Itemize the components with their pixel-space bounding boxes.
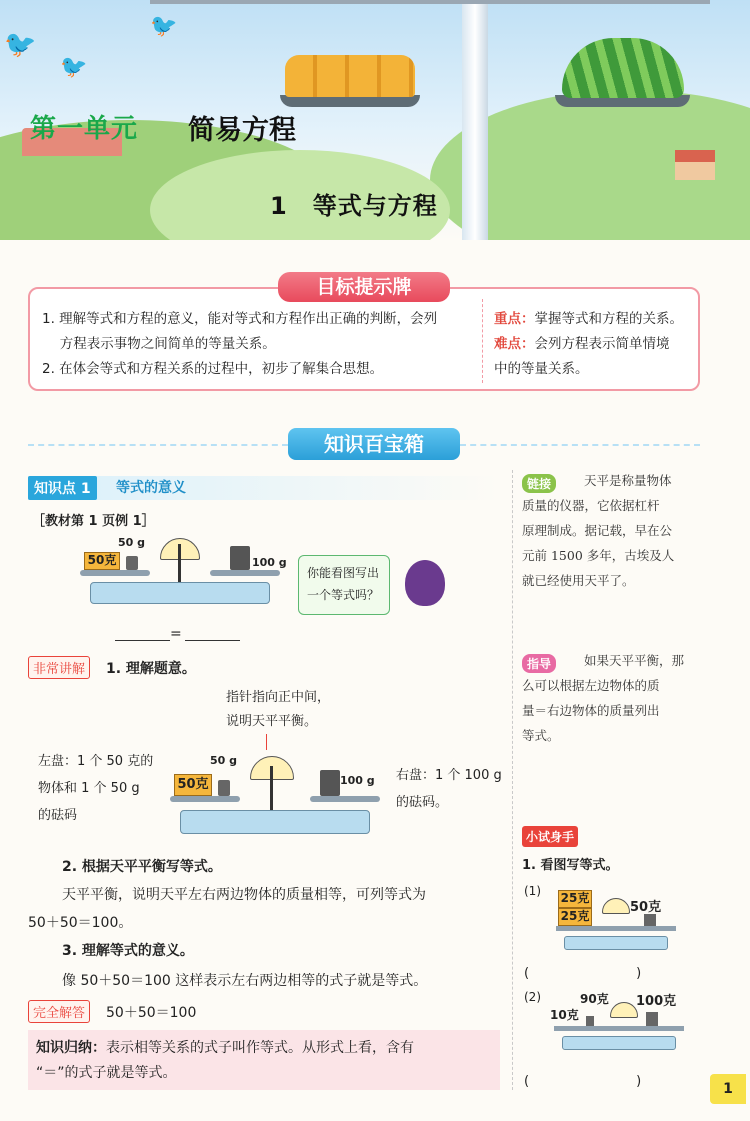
blank-line <box>115 640 170 641</box>
left-note-line: 的砝码 <box>38 808 78 823</box>
pointer-note <box>226 686 330 734</box>
divider <box>28 444 288 446</box>
question-1: 1. 看图写等式。 <box>522 858 619 873</box>
weight-label: 50 g <box>118 536 146 549</box>
knowledge-banner: 知识百宝箱 <box>288 428 460 460</box>
weight-icon <box>126 556 138 570</box>
hard-label: 难点： <box>494 336 535 352</box>
left-note <box>38 748 153 829</box>
scale-dial <box>602 898 630 914</box>
weight-icon <box>586 1016 594 1026</box>
scale-dial <box>610 1002 638 1018</box>
scale-base <box>90 582 270 604</box>
blank-line <box>185 640 240 641</box>
left-pan <box>80 570 150 576</box>
answer-blank[interactable]: ( ) <box>524 966 644 981</box>
divider <box>482 299 483 383</box>
scale-base <box>180 810 370 834</box>
summary-text: 表示相等关系的式子叫作等式。从形式上看，含有 <box>106 1040 414 1056</box>
scale-pointer <box>270 766 273 810</box>
bird-icon: 🐦 <box>150 14 178 39</box>
house-decoration <box>675 150 715 180</box>
weight-box: 25克 <box>558 908 592 926</box>
weight-icon <box>320 770 340 796</box>
pan-beam <box>554 1026 684 1031</box>
kp-title: 等式的意义 <box>116 480 186 496</box>
goal-line: 方程表示事物之间简单的等量关系。 <box>42 336 276 352</box>
eggplant-character-icon <box>405 560 445 606</box>
guide-text-line: 么可以根据左边物体的质 <box>522 678 660 693</box>
step-2-text: 天平平衡，说明天平左右两边物体的质量相等，可列等式为 <box>62 887 426 903</box>
answer: 50＋50＝100 <box>106 1005 197 1021</box>
goals <box>42 307 482 382</box>
guide-tag: 指导 <box>522 654 556 673</box>
step-2: 2. 根据天平平衡写等式。 <box>62 859 222 875</box>
bird-icon: 🐦 <box>4 30 37 60</box>
target-box <box>28 287 700 391</box>
weight-label: 50 g <box>210 754 238 767</box>
weight-label: 100 g <box>252 556 287 569</box>
step-3-text: 像 50＋50＝100 这样表示左右两边相等的式子就是等式。 <box>62 973 428 989</box>
balance-figure-2 <box>170 752 390 847</box>
summary-label: 知识归纳： <box>36 1040 106 1056</box>
right-pan <box>210 570 280 576</box>
weight-label: 90克 <box>580 992 609 1006</box>
pineapple-icon <box>285 55 415 97</box>
goal-line: 1. 理解等式和方程的意义，能对等式和方程作出正确的判断，会列 <box>42 311 438 327</box>
step-2-text: 50＋50＝100。 <box>28 915 133 931</box>
answer-blank[interactable]: ( ) <box>524 1074 644 1089</box>
weight-icon <box>230 546 250 570</box>
weight-label: 50克 <box>630 900 662 915</box>
key-label: 重点： <box>494 311 535 327</box>
summary-box <box>28 1030 500 1090</box>
speech-bubble: 你能看图写出一个等式吗？ <box>298 555 390 615</box>
step-3: 3. 理解等式的意义。 <box>62 943 194 959</box>
watermelon-icon <box>562 38 684 98</box>
link-text-line: 元前 1500 多年，古埃及人 <box>522 548 675 563</box>
weight-label: 10克 <box>550 1008 579 1022</box>
problem-number: (1) <box>524 884 541 898</box>
problem-number: (2) <box>524 990 541 1004</box>
guide-text-line: 量＝右边物体的质量列出 <box>522 703 660 718</box>
summary-text: “＝”的式子就是等式。 <box>36 1065 177 1081</box>
kp-header <box>28 476 498 500</box>
scale-base <box>564 936 668 950</box>
answer-tag: 完全解答 <box>28 1000 90 1023</box>
divider <box>460 444 700 446</box>
weight-box: 50克 <box>84 552 120 570</box>
hard-text: 会列方程表示简单情境 <box>534 336 670 352</box>
guide-text <box>522 648 702 748</box>
left-pan <box>170 796 240 802</box>
weight-icon <box>646 1012 658 1026</box>
target-banner: 目标提示牌 <box>278 272 450 302</box>
link-tag: 链接 <box>522 474 556 493</box>
key-text: 掌握等式和方程的关系。 <box>534 311 683 327</box>
link-text-line: 天平是称量物体 <box>584 473 672 488</box>
practice-balance-2 <box>550 990 700 1060</box>
weight-icon <box>644 914 656 926</box>
right-note <box>396 762 502 816</box>
right-pan <box>310 796 380 802</box>
link-text-line: 质量的仪器，它依据杠杆 <box>522 498 660 513</box>
lesson-title: 1 等式与方程 <box>270 192 438 220</box>
page-number: 1 <box>710 1074 746 1104</box>
equals-sign: = <box>170 626 182 642</box>
textbook-ref: ［教材第 1 页例 1］ <box>32 514 155 529</box>
right-note-line: 的砝码。 <box>396 795 449 810</box>
right-note-line: 右盘：1 个 100 g <box>396 768 502 783</box>
unit-number: 第一单元 <box>30 114 139 144</box>
balance-figure <box>80 530 290 630</box>
arrow <box>266 734 267 750</box>
unit-title: 简易方程 <box>188 115 296 146</box>
left-note-line: 左盘：1 个 50 克的 <box>38 754 154 769</box>
guide-text-line: 如果天平平衡，那 <box>584 653 685 668</box>
try-tag: 小试身手 <box>522 826 578 847</box>
left-note-line: 物体和 1 个 50 g <box>38 781 140 796</box>
key-points <box>494 307 699 382</box>
guide-text-line: 等式。 <box>522 728 560 743</box>
pointer-note-line: 指针指向正中间， <box>226 690 331 705</box>
pointer-note-line: 说明天平平衡。 <box>226 714 318 729</box>
weight-box: 25克 <box>558 890 592 908</box>
hard-text-2: 中的等量关系。 <box>494 361 589 377</box>
step-1: 1. 理解题意。 <box>106 661 196 677</box>
scale-base <box>562 1036 676 1050</box>
weight-box: 50克 <box>174 774 212 796</box>
link-text <box>522 468 702 593</box>
kp-tag: 知识点 1 <box>28 476 97 500</box>
bird-icon: 🐦 <box>60 55 88 80</box>
practice-balance-1 <box>556 888 686 952</box>
link-text-line: 就已经使用天平了。 <box>522 573 635 588</box>
scale-beam <box>150 0 710 4</box>
explain-tag: 非常讲解 <box>28 656 90 679</box>
scale-pole <box>462 0 488 240</box>
weight-label: 100克 <box>636 994 677 1009</box>
link-text-line: 原理制成。据记载，早在公 <box>522 523 673 538</box>
weight-icon <box>218 780 230 796</box>
weight-label: 100 g <box>340 774 375 787</box>
scale-pointer <box>178 544 181 586</box>
pan-beam <box>556 926 676 931</box>
goal-line: 2. 在体会等式和方程关系的过程中，初步了解集合思想。 <box>42 361 384 377</box>
